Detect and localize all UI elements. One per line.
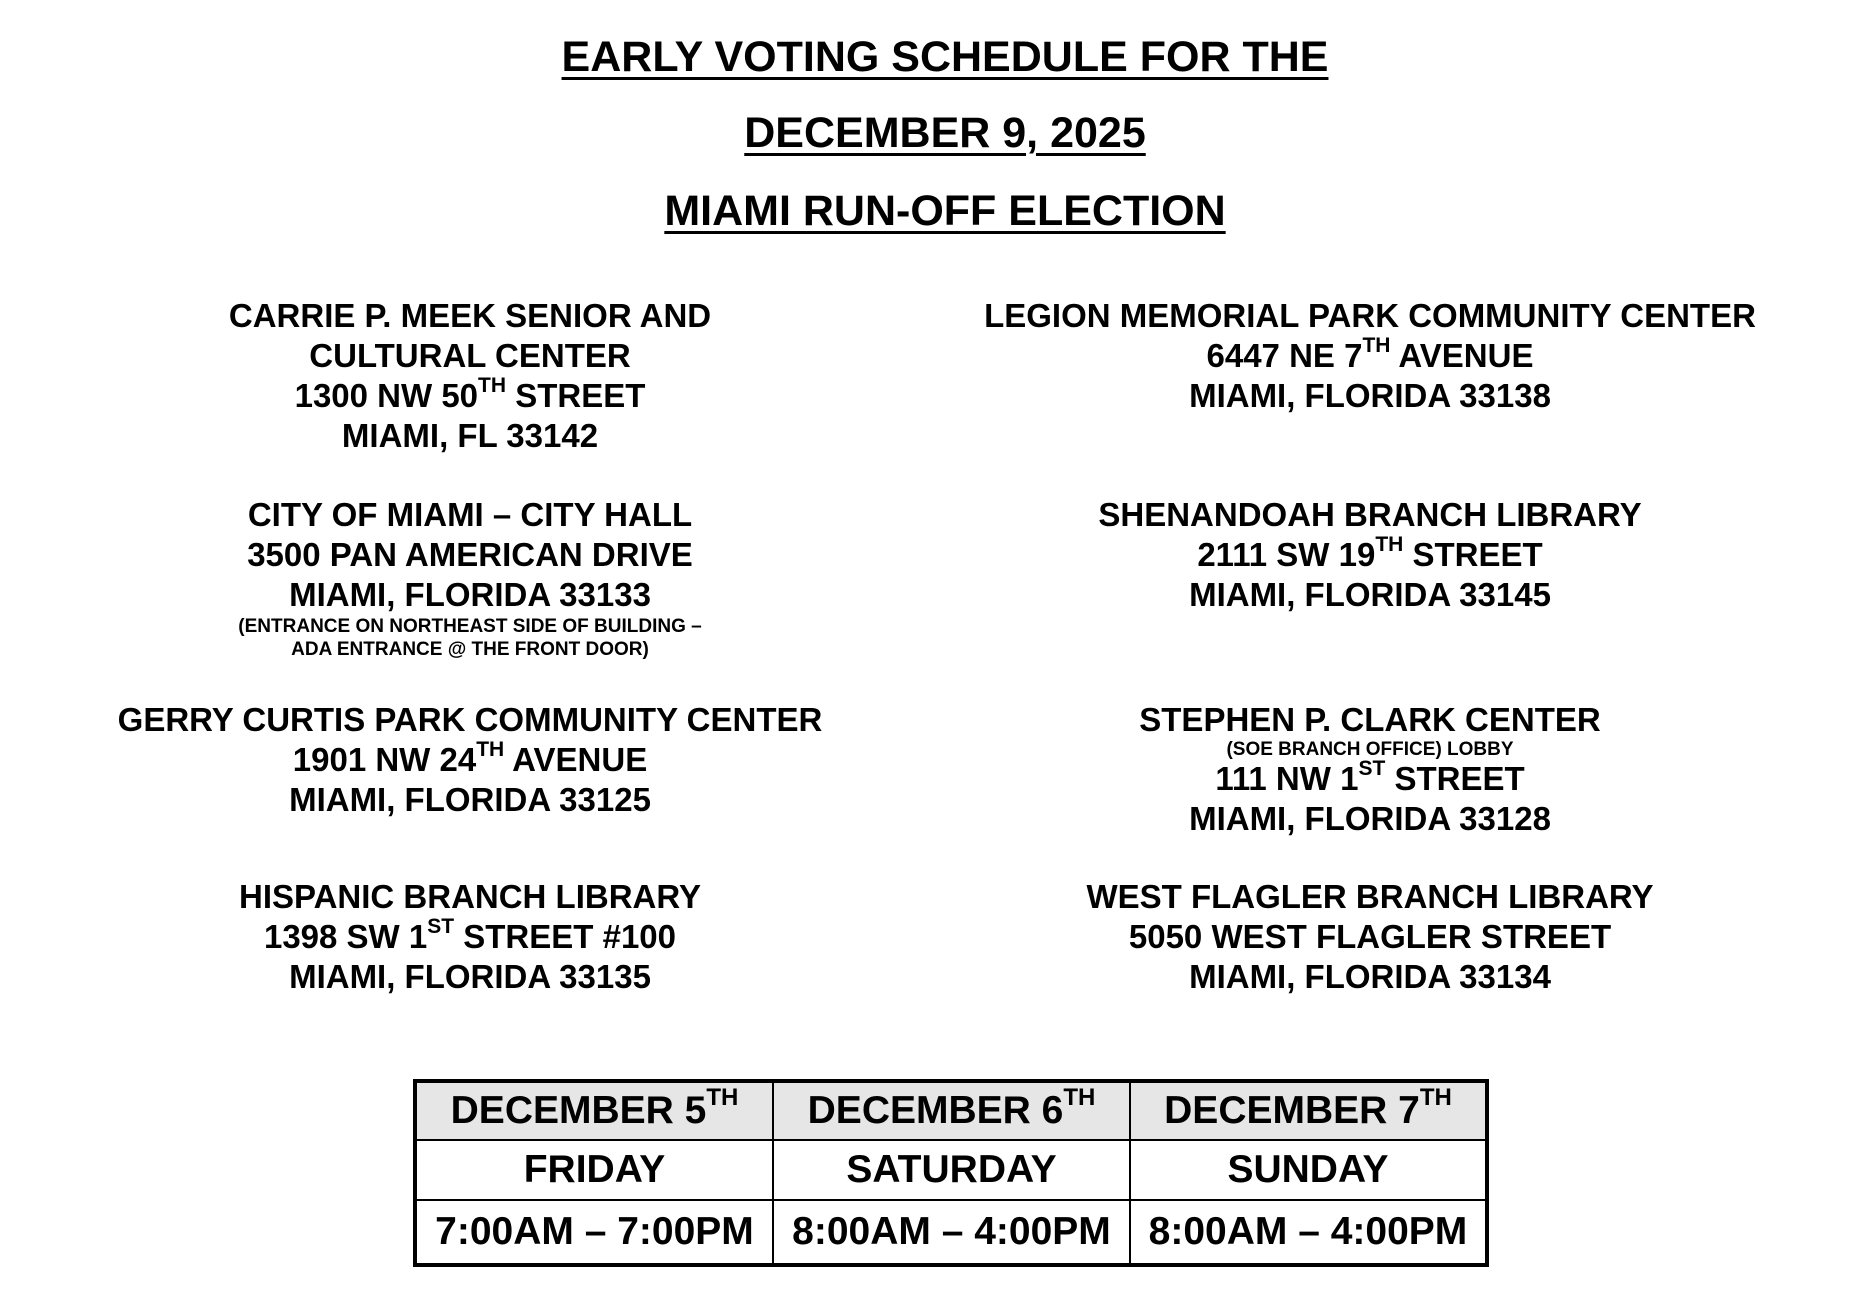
schedule-date-cell: DECEMBER 5TH (415, 1081, 773, 1140)
location-name: LEGION MEMORIAL PARK COMMUNITY CENTER (984, 297, 1756, 334)
schedule-days-row (415, 1140, 1487, 1200)
title-text-2: DECEMBER 9, 2025 (744, 109, 1146, 157)
location-address: 3500 PAN AMERICAN DRIVE (247, 536, 693, 573)
location-name: HISPANIC BRANCH LIBRARY (239, 878, 701, 915)
location-name: GERRY CURTIS PARK COMMUNITY CENTER (117, 701, 823, 738)
schedule-date-cell: DECEMBER 7TH (1130, 1081, 1487, 1140)
location-city: MIAMI, FL 33142 (341, 417, 599, 454)
location-city: MIAMI, FLORIDA 33138 (1189, 377, 1551, 414)
schedule-dates-row (415, 1081, 1487, 1140)
location-city: MIAMI, FLORIDA 33133 (289, 576, 651, 613)
location-stephen-clark (950, 700, 1790, 839)
location-name: CULTURAL CENTER (309, 337, 631, 374)
schedule-day-cell: SATURDAY (773, 1140, 1130, 1200)
location-west-flagler (950, 877, 1790, 997)
location-legion-memorial (950, 296, 1790, 416)
location-name: CARRIE P. MEEK SENIOR AND (228, 297, 712, 334)
location-address: 2111 SW 19TH STREET (1197, 533, 1543, 573)
schedule-hours-cell: 8:00AM – 4:00PM (1130, 1200, 1487, 1265)
location-address: 1300 NW 50TH STREET (294, 374, 646, 414)
schedule-day-cell: FRIDAY (415, 1140, 773, 1200)
schedule-date-cell: DECEMBER 6TH (773, 1081, 1130, 1140)
location-address: 6447 NE 7TH AVENUE (1206, 334, 1534, 374)
location-name: CITY OF MIAMI – CITY HALL (247, 496, 693, 533)
location-address: 111 NW 1ST STREET (1215, 757, 1525, 797)
title-line-2 (0, 108, 1854, 158)
location-city-hall (60, 495, 880, 661)
location-note: (SOE BRANCH OFFICE) LOBBY (1226, 739, 1514, 760)
location-address: 1398 SW 1ST STREET #100 (263, 915, 677, 955)
location-city: MIAMI, FLORIDA 33145 (1189, 576, 1551, 613)
schedule-hours-cell: 8:00AM – 4:00PM (773, 1200, 1130, 1265)
location-note: (ENTRANCE ON NORTHEAST SIDE OF BUILDING – (238, 616, 702, 637)
title-text-1: EARLY VOTING SCHEDULE FOR THE (561, 33, 1329, 81)
title-line-3 (0, 186, 1854, 236)
location-gerry-curtis (60, 700, 880, 820)
location-shenandoah (950, 495, 1790, 615)
schedule-day-cell: SUNDAY (1130, 1140, 1487, 1200)
schedule-hours-cell: 7:00AM – 7:00PM (415, 1200, 773, 1265)
location-address: 5050 WEST FLAGLER STREET (1128, 918, 1612, 955)
location-city: MIAMI, FLORIDA 33135 (289, 958, 651, 995)
location-name: STEPHEN P. CLARK CENTER (1139, 701, 1601, 738)
location-city: MIAMI, FLORIDA 33134 (1189, 958, 1551, 995)
location-city: MIAMI, FLORIDA 33128 (1189, 800, 1551, 837)
location-name: WEST FLAGLER BRANCH LIBRARY (1086, 878, 1654, 915)
schedule-hours-row (415, 1200, 1487, 1265)
location-carrie-meek (60, 296, 880, 456)
title-text-3: MIAMI RUN-OFF ELECTION (664, 187, 1226, 235)
title-line-1 (0, 32, 1854, 82)
location-name: SHENANDOAH BRANCH LIBRARY (1098, 496, 1642, 533)
schedule-table (413, 1079, 1489, 1267)
location-city: MIAMI, FLORIDA 33125 (289, 781, 651, 818)
location-hispanic (60, 877, 880, 997)
location-address: 1901 NW 24TH AVENUE (292, 738, 648, 778)
location-note: ADA ENTRANCE @ THE FRONT DOOR) (291, 639, 649, 660)
